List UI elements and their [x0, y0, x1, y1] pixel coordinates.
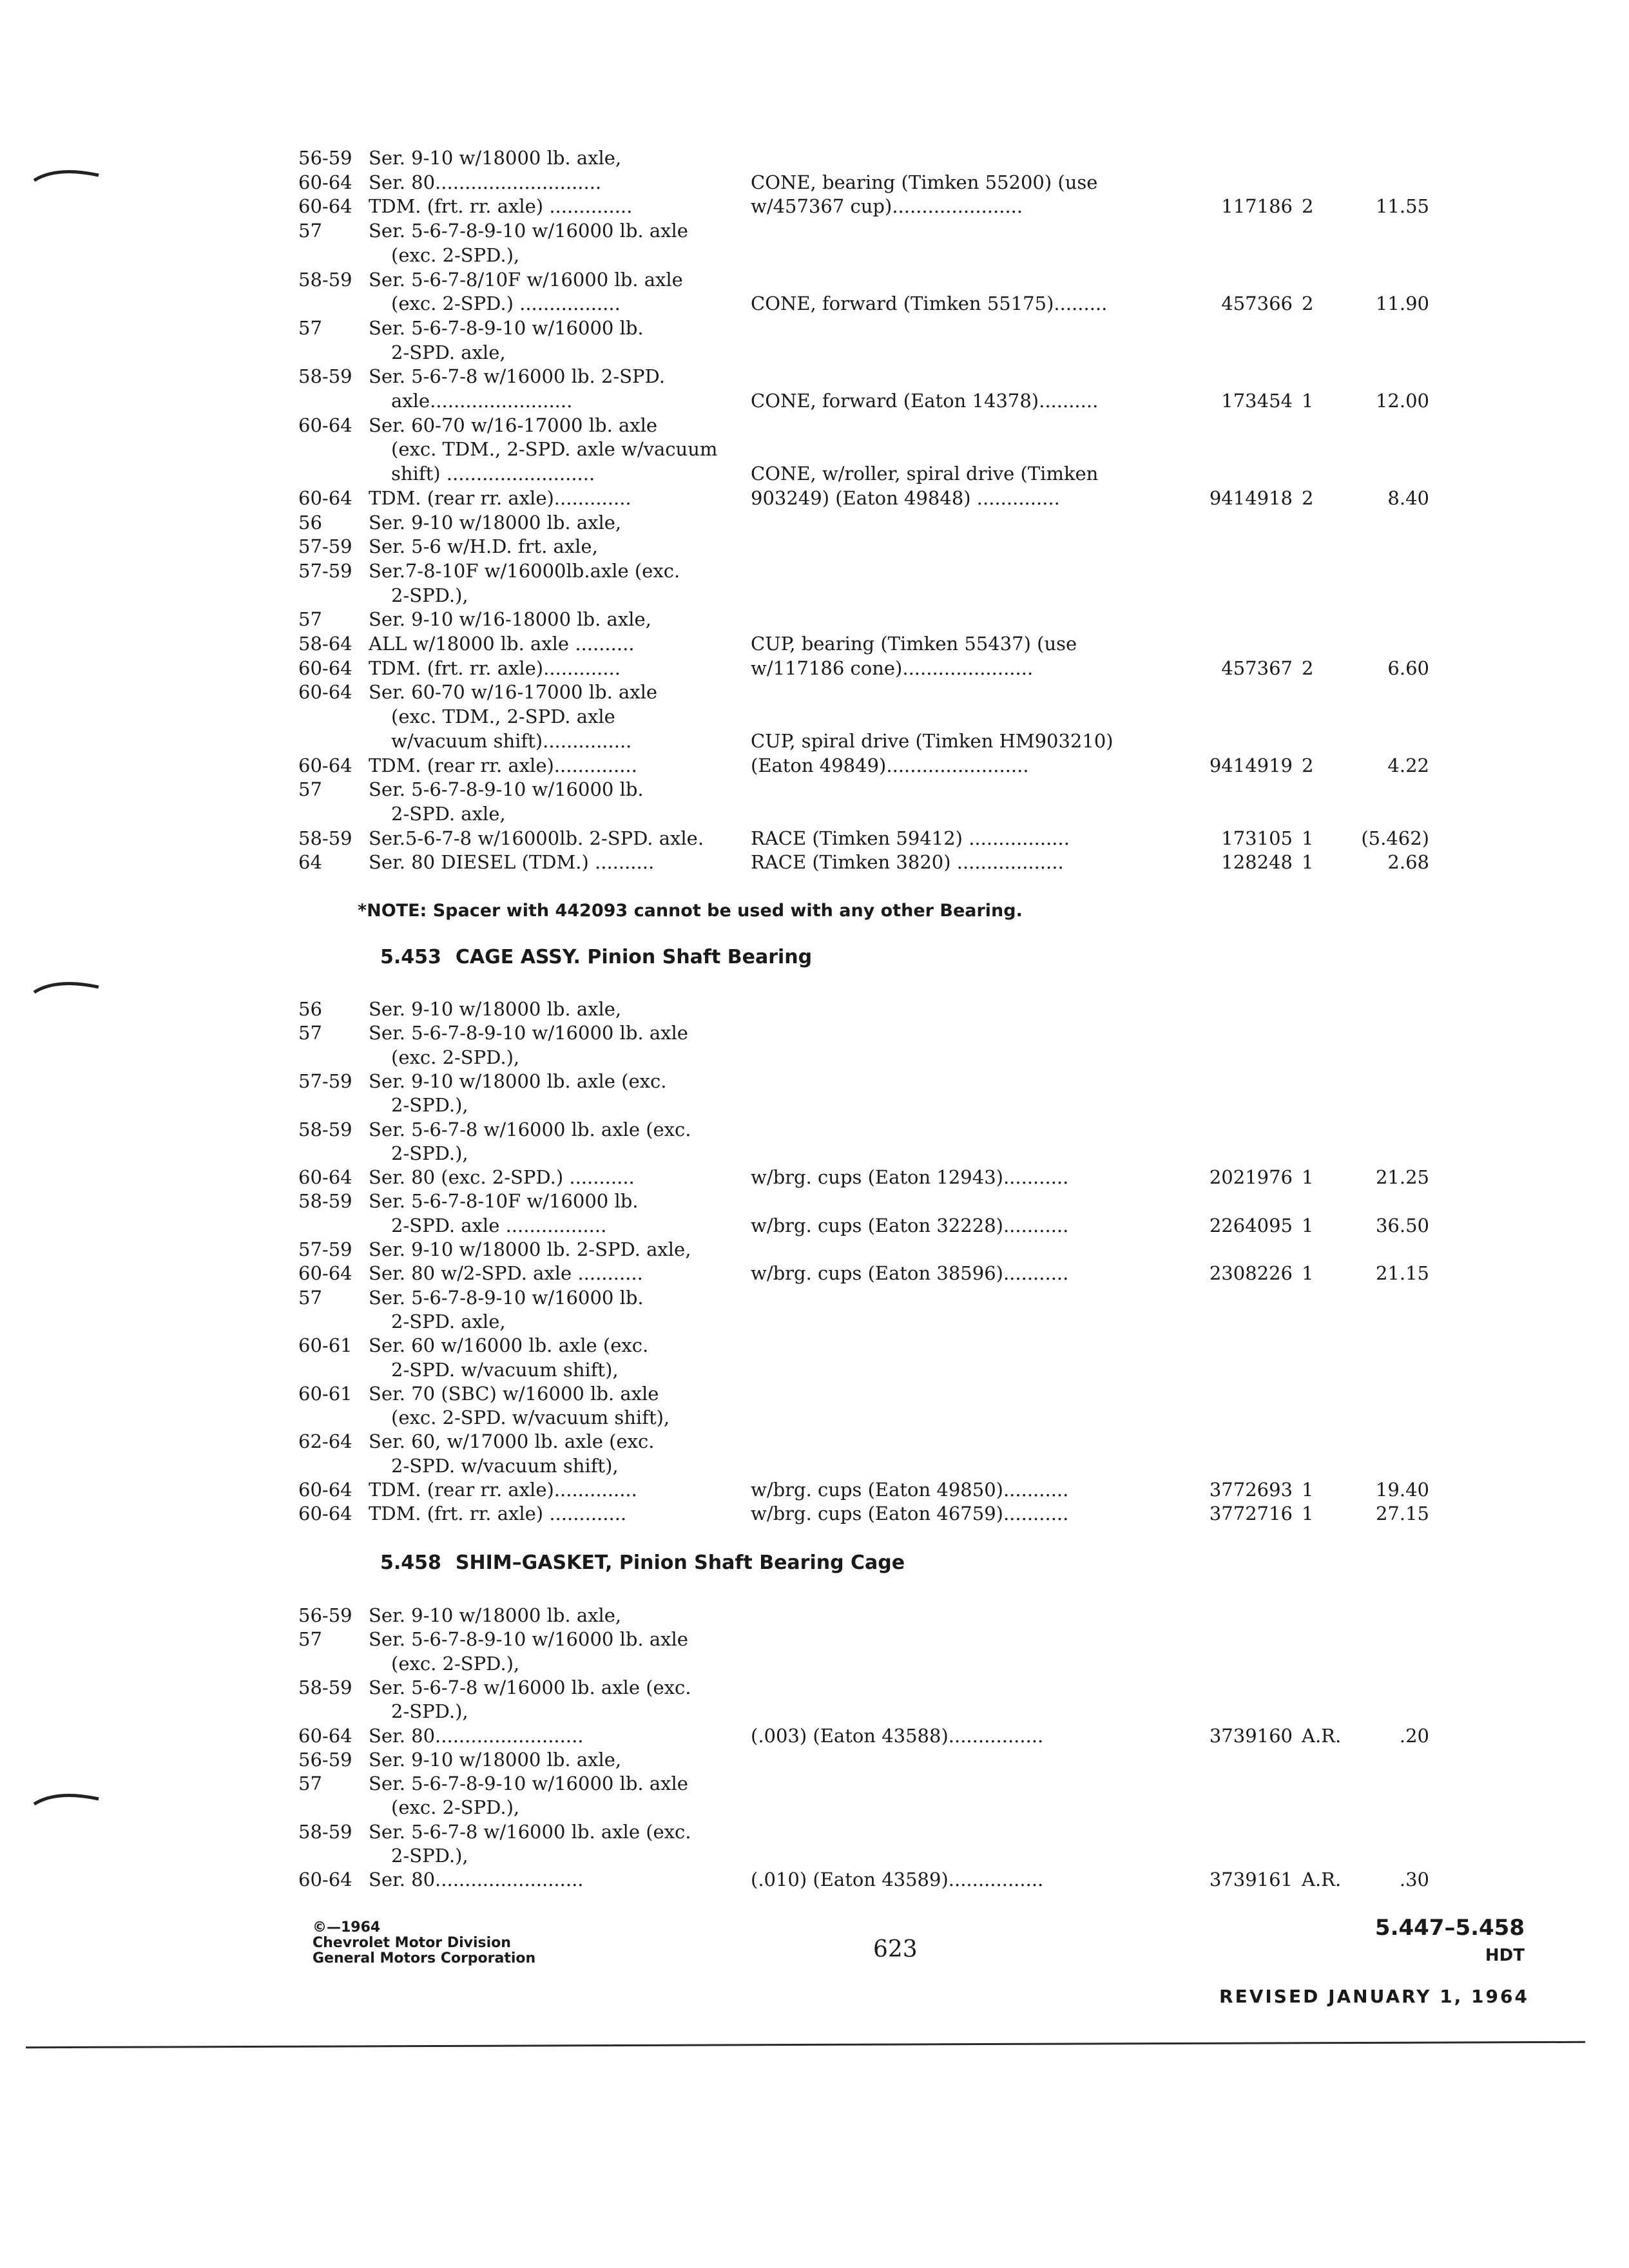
part-description: RACE (Timken 3820) ..................: [751, 851, 1064, 874]
application: Ser. 80 w/2-SPD. axle ...........: [369, 1262, 643, 1285]
footer-rule: [26, 2041, 1585, 2048]
application: TDM. (frt. rr. axle) .............: [369, 1503, 627, 1525]
price: 27.15: [1375, 1503, 1429, 1525]
year-range: 60-64: [298, 754, 352, 776]
application: Ser. 9-10 w/16-18000 lb. axle,: [369, 608, 651, 631]
application: (exc. 2-SPD. w/vacuum shift),: [391, 1407, 670, 1429]
table-row: [0, 1333, 1629, 1358]
section-range: 5.447–5.458: [1374, 1915, 1525, 1941]
part-number: 3739160: [1209, 1724, 1293, 1747]
year-range: 58-59: [298, 1820, 352, 1843]
year-range: 57-59: [298, 1238, 352, 1260]
application: Ser. 5-6-7-8-10F w/16000 lb.: [369, 1190, 639, 1213]
table-row: [0, 316, 1629, 340]
table-row: [0, 1358, 1629, 1382]
year-range: 60-64: [298, 657, 352, 679]
application: Ser. 9-10 w/18000 lb. axle,: [369, 1748, 622, 1771]
table-row: [0, 1117, 1629, 1142]
part-number: 3739161: [1209, 1869, 1293, 1891]
price: .20: [1399, 1724, 1429, 1747]
table-row: [0, 1867, 1629, 1892]
application: TDM. (frt. rr. axle) ..............: [369, 195, 633, 218]
year-range: 57: [298, 1022, 322, 1044]
table-row: [0, 461, 1629, 486]
application: Ser. 5-6-7-8-9-10 w/16000 lb. axle: [369, 1022, 688, 1044]
table-row: [0, 1069, 1629, 1093]
application: Ser. 5-6-7-8-9-10 w/16000 lb. axle: [369, 220, 688, 242]
table-row: [0, 1261, 1629, 1285]
table-row: [0, 1285, 1629, 1310]
year-range: 60-64: [298, 171, 352, 193]
part-number: 3772716: [1209, 1503, 1293, 1525]
part-description: CUP, bearing (Timken 55437) (use: [751, 633, 1077, 655]
application: TDM. (rear rr. axle)..............: [369, 1479, 637, 1501]
part-description: 903249) (Eaton 49848) ..............: [751, 486, 1060, 509]
part-number: 3772693: [1209, 1479, 1293, 1501]
part-description: w/457367 cup)......................: [751, 195, 1023, 218]
table-row: [0, 656, 1629, 680]
price: 8.40: [1387, 486, 1429, 509]
year-range: 64: [298, 851, 322, 874]
table-row: [0, 267, 1629, 292]
application: (exc. 2-SPD.) .................: [391, 293, 621, 315]
table-row: [0, 1189, 1629, 1213]
part-description: CONE, forward (Timken 55175).........: [751, 293, 1108, 315]
table-row: [0, 1045, 1629, 1070]
year-range: 60-64: [298, 486, 352, 509]
table-row: [0, 1651, 1629, 1676]
table-row: [0, 631, 1629, 656]
table-row: [0, 680, 1629, 704]
table-row: [0, 1381, 1629, 1406]
table-row: [0, 607, 1629, 631]
quantity: 2: [1302, 657, 1314, 679]
application: Ser.5-6-7-8 w/16000lb. 2-SPD. axle.: [369, 827, 704, 849]
year-range: 58-59: [298, 1118, 352, 1140]
application: Ser. 80 DIESEL (TDM.) ..........: [369, 851, 655, 874]
year-range: 57: [298, 1286, 322, 1309]
application: 2-SPD.),: [391, 1142, 468, 1164]
application: 2-SPD. w/vacuum shift),: [391, 1358, 619, 1381]
year-range: 60-61: [298, 1382, 352, 1405]
table-row: [0, 559, 1629, 583]
application: 2-SPD. axle,: [391, 802, 506, 825]
year-range: 58-59: [298, 268, 352, 291]
copyright-division: Chevrolet Motor Division: [313, 1935, 511, 1951]
table-row: [0, 1141, 1629, 1166]
section-title: CAGE ASSY. Pinion Shaft Bearing: [455, 946, 813, 968]
table-row: [0, 194, 1629, 218]
part-number: 9414919: [1209, 754, 1293, 776]
part-number: 173105: [1221, 827, 1293, 849]
application: Ser. 5-6-7-8-9-10 w/16000 lb. axle: [369, 1628, 688, 1651]
table-row: [0, 243, 1629, 267]
application: Ser. 60, w/17000 lb. axle (exc.: [369, 1430, 655, 1453]
section-heading-5-458: [380, 1552, 905, 1574]
table-row: [0, 1747, 1629, 1772]
application: Ser. 5-6-7-8 w/16000 lb. 2-SPD.: [369, 365, 665, 388]
application: Ser. 9-10 w/18000 lb. axle,: [369, 998, 622, 1020]
application: Ser. 70 (SBC) w/16000 lb. axle: [369, 1382, 659, 1405]
year-range: 57: [298, 608, 322, 631]
table-row: [0, 534, 1629, 559]
quantity: 2: [1302, 754, 1314, 776]
application: Ser. 5-6-7-8 w/16000 lb. axle (exc.: [369, 1118, 691, 1140]
table-row: [0, 437, 1629, 461]
year-range: 57-59: [298, 559, 352, 582]
quantity: 1: [1302, 851, 1314, 874]
table-row: [0, 1699, 1629, 1724]
price: 11.55: [1375, 195, 1429, 218]
table-row: [0, 510, 1629, 535]
quantity: 1: [1302, 1503, 1314, 1525]
year-range: 60-64: [298, 1503, 352, 1525]
application: Ser. 5-6-7-8-9-10 w/16000 lb.: [369, 778, 644, 801]
part-description: CONE, bearing (Timken 55200) (use: [751, 171, 1098, 193]
year-range: 57: [298, 220, 322, 242]
table-row: [0, 1454, 1629, 1478]
application: 2-SPD. axle,: [391, 341, 506, 363]
quantity: 2: [1302, 486, 1314, 509]
part-number: 2021976: [1209, 1166, 1293, 1189]
year-range: 60-64: [298, 414, 352, 436]
application: shift) .........................: [391, 463, 595, 485]
quantity: 1: [1302, 1166, 1314, 1189]
application: (exc. 2-SPD.),: [391, 1652, 520, 1675]
part-number: 457367: [1221, 657, 1293, 679]
price: 12.00: [1375, 390, 1429, 412]
quantity: 1: [1302, 1479, 1314, 1501]
year-range: 58-59: [298, 365, 352, 388]
application: ALL w/18000 lb. axle ..........: [369, 633, 635, 655]
part-description: CUP, spiral drive (Timken HM903210): [751, 729, 1113, 752]
year-range: 60-64: [298, 195, 352, 218]
price: 2.68: [1387, 851, 1429, 874]
table-row: [0, 1093, 1629, 1117]
application: TDM. (rear rr. axle).............: [369, 486, 631, 509]
application: Ser. 5-6-7-8/10F w/16000 lb. axle: [369, 268, 683, 291]
part-description: w/brg. cups (Eaton 49850)...........: [751, 1479, 1069, 1501]
table-row: [0, 146, 1629, 170]
application: TDM. (frt. rr. axle).............: [369, 657, 621, 679]
application: 2-SPD. w/vacuum shift),: [391, 1454, 619, 1477]
price: 36.50: [1375, 1214, 1429, 1236]
quantity: 1: [1302, 390, 1314, 412]
application: Ser. 5-6-7-8 w/16000 lb. axle (exc.: [369, 1820, 691, 1843]
copyright-year: ©—1964: [313, 1919, 381, 1936]
part-number: 9414918: [1209, 486, 1293, 509]
part-description: (Eaton 49849)........................: [751, 754, 1029, 776]
part-description: w/brg. cups (Eaton 12943)...........: [751, 1166, 1069, 1189]
year-range: 62-64: [298, 1430, 352, 1453]
quantity: 2: [1302, 293, 1314, 315]
quantity: 1: [1302, 1262, 1314, 1285]
year-range: 56-59: [298, 147, 352, 169]
part-number: 173454: [1221, 390, 1293, 412]
application: (exc. TDM., 2-SPD. axle: [391, 706, 615, 728]
year-range: 60-64: [298, 681, 352, 704]
year-range: 58-59: [298, 1676, 352, 1698]
table-row: [0, 753, 1629, 778]
application: 2-SPD.),: [391, 1700, 468, 1723]
table-row: [0, 1405, 1629, 1430]
application: Ser. 60-70 w/16-17000 lb. axle: [369, 414, 658, 436]
application: (exc. 2-SPD.),: [391, 244, 520, 266]
application: Ser.7-8-10F w/16000lb.axle (exc.: [369, 559, 680, 582]
year-range: 60-64: [298, 1479, 352, 1501]
application: 2-SPD.),: [391, 1094, 468, 1117]
application: Ser. 5-6-7-8-9-10 w/16000 lb.: [369, 316, 644, 339]
application: 2-SPD.),: [391, 1845, 468, 1867]
binder-hole-mark: [31, 973, 102, 999]
quantity: 1: [1302, 1214, 1314, 1236]
year-range: 57-59: [298, 535, 352, 558]
section-title: SHIM–GASKET, Pinion Shaft Bearing Cage: [455, 1552, 905, 1574]
part-description: w/brg. cups (Eaton 32228)...........: [751, 1214, 1069, 1236]
application: Ser. 9-10 w/18000 lb. axle,: [369, 1604, 622, 1626]
catalog-code: HDT: [1485, 1946, 1525, 1965]
application: Ser. 5-6-7-8-9-10 w/16000 lb. axle: [369, 1773, 688, 1795]
price: 19.40: [1375, 1479, 1429, 1501]
part-description: w/brg. cups (Eaton 38596)...........: [751, 1262, 1069, 1285]
part-number: 2264095: [1209, 1214, 1293, 1236]
year-range: 58-64: [298, 633, 352, 655]
part-description: (.010) (Eaton 43589)................: [751, 1869, 1044, 1891]
table-row: [0, 364, 1629, 389]
table-row: [0, 1165, 1629, 1189]
table-row: [0, 850, 1629, 874]
year-range: 56-59: [298, 1604, 352, 1626]
price: 21.15: [1375, 1262, 1429, 1285]
table-row: [0, 1237, 1629, 1262]
table-row: [0, 170, 1629, 195]
application: (exc. 2-SPD.),: [391, 1796, 520, 1819]
copyright-corporation: General Motors Corporation: [313, 1950, 536, 1966]
application: Ser. 5-6-7-8-9-10 w/16000 lb.: [369, 1286, 644, 1309]
application: (exc. TDM., 2-SPD. axle w/vacuum: [391, 438, 718, 461]
table-row: [0, 826, 1629, 850]
table-row: [0, 704, 1629, 729]
part-description: CONE, forward (Eaton 14378)..........: [751, 390, 1099, 412]
table-row: [0, 802, 1629, 826]
price: 4.22: [1387, 754, 1429, 776]
part-number: 457366: [1221, 293, 1293, 315]
table-row: [0, 1021, 1629, 1045]
part-number: 128248: [1221, 851, 1293, 874]
quantity: 2: [1302, 195, 1314, 218]
part-description: CONE, w/roller, spiral drive (Timken: [751, 463, 1099, 485]
page-number: 623: [873, 1936, 918, 1963]
year-range: 60-64: [298, 1262, 352, 1285]
table-row: [0, 1627, 1629, 1651]
section-heading-5-453: [380, 946, 812, 968]
application: 2-SPD. axle .................: [391, 1214, 607, 1236]
table-row: [0, 1309, 1629, 1334]
table-row: [0, 1603, 1629, 1628]
table-row: [0, 997, 1629, 1021]
quantity: A.R.: [1302, 1724, 1342, 1747]
year-range: 57-59: [298, 1070, 352, 1092]
table-row: [0, 1843, 1629, 1868]
application: 2-SPD. axle,: [391, 1310, 506, 1332]
price: (5.462): [1361, 827, 1429, 849]
table-row: [0, 389, 1629, 413]
table-row: [0, 729, 1629, 753]
year-range: 57: [298, 1773, 322, 1795]
price: .30: [1399, 1869, 1429, 1891]
table-row: [0, 777, 1629, 802]
application: Ser. 80 (exc. 2-SPD.) ...........: [369, 1166, 635, 1189]
table-row: [0, 583, 1629, 608]
table-row: [0, 1477, 1629, 1502]
application: Ser. 80............................: [369, 171, 602, 193]
application: w/vacuum shift)...............: [391, 729, 632, 752]
price: 6.60: [1387, 657, 1429, 679]
table-row: [0, 340, 1629, 365]
table-row: [0, 291, 1629, 316]
application: Ser. 9-10 w/18000 lb. axle,: [369, 147, 622, 169]
year-range: 58-59: [298, 1190, 352, 1213]
price: 11.90: [1375, 293, 1429, 315]
application: (exc. 2-SPD.),: [391, 1046, 520, 1068]
application: TDM. (rear rr. axle)..............: [369, 754, 637, 776]
part-description: w/brg. cups (Eaton 46759)...........: [751, 1503, 1069, 1525]
table-row: [0, 1724, 1629, 1748]
application: Ser. 60-70 w/16-17000 lb. axle: [369, 681, 658, 704]
part-number: 117186: [1221, 195, 1293, 218]
price: 21.25: [1375, 1166, 1429, 1189]
application: Ser. 9-10 w/18000 lb. 2-SPD. axle,: [369, 1238, 691, 1260]
application: Ser. 60 w/16000 lb. axle (exc.: [369, 1334, 649, 1357]
table-row: [0, 1795, 1629, 1820]
application: 2-SPD.),: [391, 584, 468, 606]
section-number: 5.453: [380, 946, 441, 968]
year-range: 56-59: [298, 1748, 352, 1771]
year-range: 56: [298, 511, 322, 533]
year-range: 57: [298, 778, 322, 801]
year-range: 60-61: [298, 1334, 352, 1357]
table-row: [0, 1675, 1629, 1700]
application: Ser. 9-10 w/18000 lb. axle (exc.: [369, 1070, 667, 1092]
application: Ser. 9-10 w/18000 lb. axle,: [369, 511, 622, 533]
application: Ser. 80.........................: [369, 1869, 584, 1891]
part-description: (.003) (Eaton 43588)................: [751, 1724, 1044, 1747]
application: Ser. 5-6 w/H.D. frt. axle,: [369, 535, 598, 558]
table-row: [0, 1771, 1629, 1796]
table-row: [0, 413, 1629, 437]
year-range: 60-64: [298, 1869, 352, 1891]
spacer-note: *NOTE: Spacer with 442093 cannot be used with any other Bearing.: [358, 901, 1023, 921]
table-row: [0, 1429, 1629, 1454]
year-range: 58-59: [298, 827, 352, 849]
application: axle........................: [391, 390, 573, 412]
year-range: 60-64: [298, 1166, 352, 1189]
table-row: [0, 1820, 1629, 1844]
table-row: [0, 1213, 1629, 1238]
copyright-block: [313, 1920, 535, 1966]
part-description: RACE (Timken 59412) .................: [751, 827, 1070, 849]
table-row: [0, 1501, 1629, 1526]
quantity: 1: [1302, 827, 1314, 849]
year-range: 60-64: [298, 1724, 352, 1747]
year-range: 57: [298, 1628, 322, 1651]
table-row: [0, 218, 1629, 243]
part-number: 2308226: [1209, 1262, 1293, 1285]
section-number: 5.458: [380, 1552, 441, 1574]
application: Ser. 80.........................: [369, 1724, 584, 1747]
revision-date: REVISED JANUARY 1, 1964: [1219, 1986, 1529, 2007]
year-range: 56: [298, 998, 322, 1020]
application: Ser. 5-6-7-8 w/16000 lb. axle (exc.: [369, 1676, 691, 1698]
year-range: 57: [298, 316, 322, 339]
table-row: [0, 486, 1629, 510]
quantity: A.R.: [1302, 1869, 1342, 1891]
part-description: w/117186 cone)......................: [751, 657, 1034, 679]
